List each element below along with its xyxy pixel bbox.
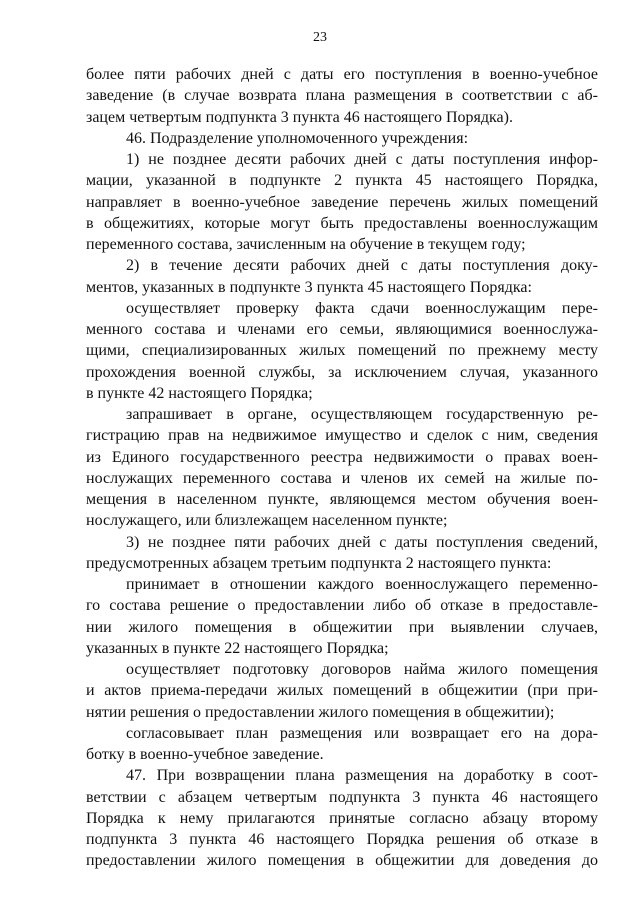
text-line: предоставлении жилого помещения в общежитии для доведения до bbox=[86, 852, 598, 870]
text-line: 1) не позднее десяти рабочих дней с даты поступления инфор- bbox=[126, 151, 598, 168]
text-line: в общежитиях, которые могут быть предоставлены военнослужащим bbox=[86, 214, 598, 232]
text-line: нослужащего, или близлежащем населенном пункте; bbox=[86, 512, 448, 530]
text-line: и актов приема-передачи жилых помещений в общежитии (при при- bbox=[86, 682, 598, 700]
document-body bbox=[86, 64, 598, 872]
text-line: нослужащих переменного состава и членов их семей на жилые по- bbox=[86, 469, 598, 487]
text-line: го состава решение о предоставлении либо об отказе в предоставле- bbox=[86, 597, 598, 615]
text-line: мещения в населенном пункте, являющемся местом обучения воен- bbox=[86, 491, 598, 508]
text-line: согласовывает план размещения или возвращает его на дора- bbox=[126, 724, 598, 742]
text-line: нии жилого помещения в общежитии при выявлении случаев, bbox=[86, 618, 598, 636]
text-line: 46. Подразделение уполномоченного учреждения: bbox=[126, 129, 469, 147]
page-number: 23 bbox=[313, 30, 327, 45]
text-line: в пункте 42 настоящего Порядка; bbox=[86, 384, 313, 402]
text-line: ментов, указанных в подпункте 3 пункта 45 настоящего Порядка: bbox=[86, 278, 532, 296]
text-line: ветствии с абзацем четвертым подпункта 3 пункта 46 настоящего bbox=[86, 788, 598, 806]
text-line: из Единого государственного реестра недвижимости о правах воен- bbox=[86, 448, 598, 466]
text-line: мации, указанной в подпункте 2 пункта 45 настоящего Порядка, bbox=[86, 172, 598, 190]
text-line: прохождения военной службы, за исключением случая, указанного bbox=[86, 363, 598, 381]
text-line: 2) в течение десяти рабочих дней с даты поступления доку- bbox=[126, 257, 598, 275]
text-line: осуществляет подготовку договоров найма жилого помещения bbox=[126, 661, 598, 678]
text-line: более пяти рабочих дней с даты его поступления в военно-учебное bbox=[86, 66, 598, 83]
text-line: нятии решения о предоставлении жилого помещения в общежитии); bbox=[86, 703, 555, 721]
text-line: гистрацию прав на недвижимое имущество и сделок с ним, сведения bbox=[86, 427, 598, 445]
text-line: зацем четвертым подпункта 3 пункта 46 настоящего Порядка). bbox=[86, 108, 513, 126]
text-line: ботку в военно-учебное заведение. bbox=[86, 746, 324, 763]
text-line: запрашивает в органе, осуществляющем государственную ре- bbox=[126, 406, 598, 423]
text-line: указанных в пункте 22 настоящего Порядка; bbox=[86, 639, 389, 657]
text-line: заведение (в случае возврата плана размещения в соответствии с аб- bbox=[86, 87, 598, 105]
text-line: принимает в отношении каждого военнослужащего переменно- bbox=[126, 576, 598, 593]
text-line: Порядка к нему прилагаются принятые согласно абзацу второму bbox=[86, 809, 598, 827]
text-line: переменного состава, зачисленным на обучение в текущем году; bbox=[86, 236, 526, 253]
text-line: 47. При возвращении плана размещения на доработку в соот- bbox=[126, 767, 598, 785]
text-line: 3) не позднее пяти рабочих дней с даты поступления сведений, bbox=[126, 533, 598, 551]
text-line: менного состава и членами его семьи, являющимися военнослужа- bbox=[86, 321, 598, 338]
text-line: направляет в военно-учебное заведение перечень жилых помещений bbox=[86, 193, 598, 211]
text-line: подпункта 3 пункта 46 настоящего Порядка решения об отказе в bbox=[86, 831, 598, 848]
text-line: предусмотренных абзацем третьим подпункта 2 настоящего пункта: bbox=[86, 554, 552, 572]
text-line: щими, специализированных жилых помещений по прежнему месту bbox=[86, 342, 598, 360]
text-line: осуществляет проверку факта сдачи военнослужащим пере- bbox=[126, 299, 598, 317]
